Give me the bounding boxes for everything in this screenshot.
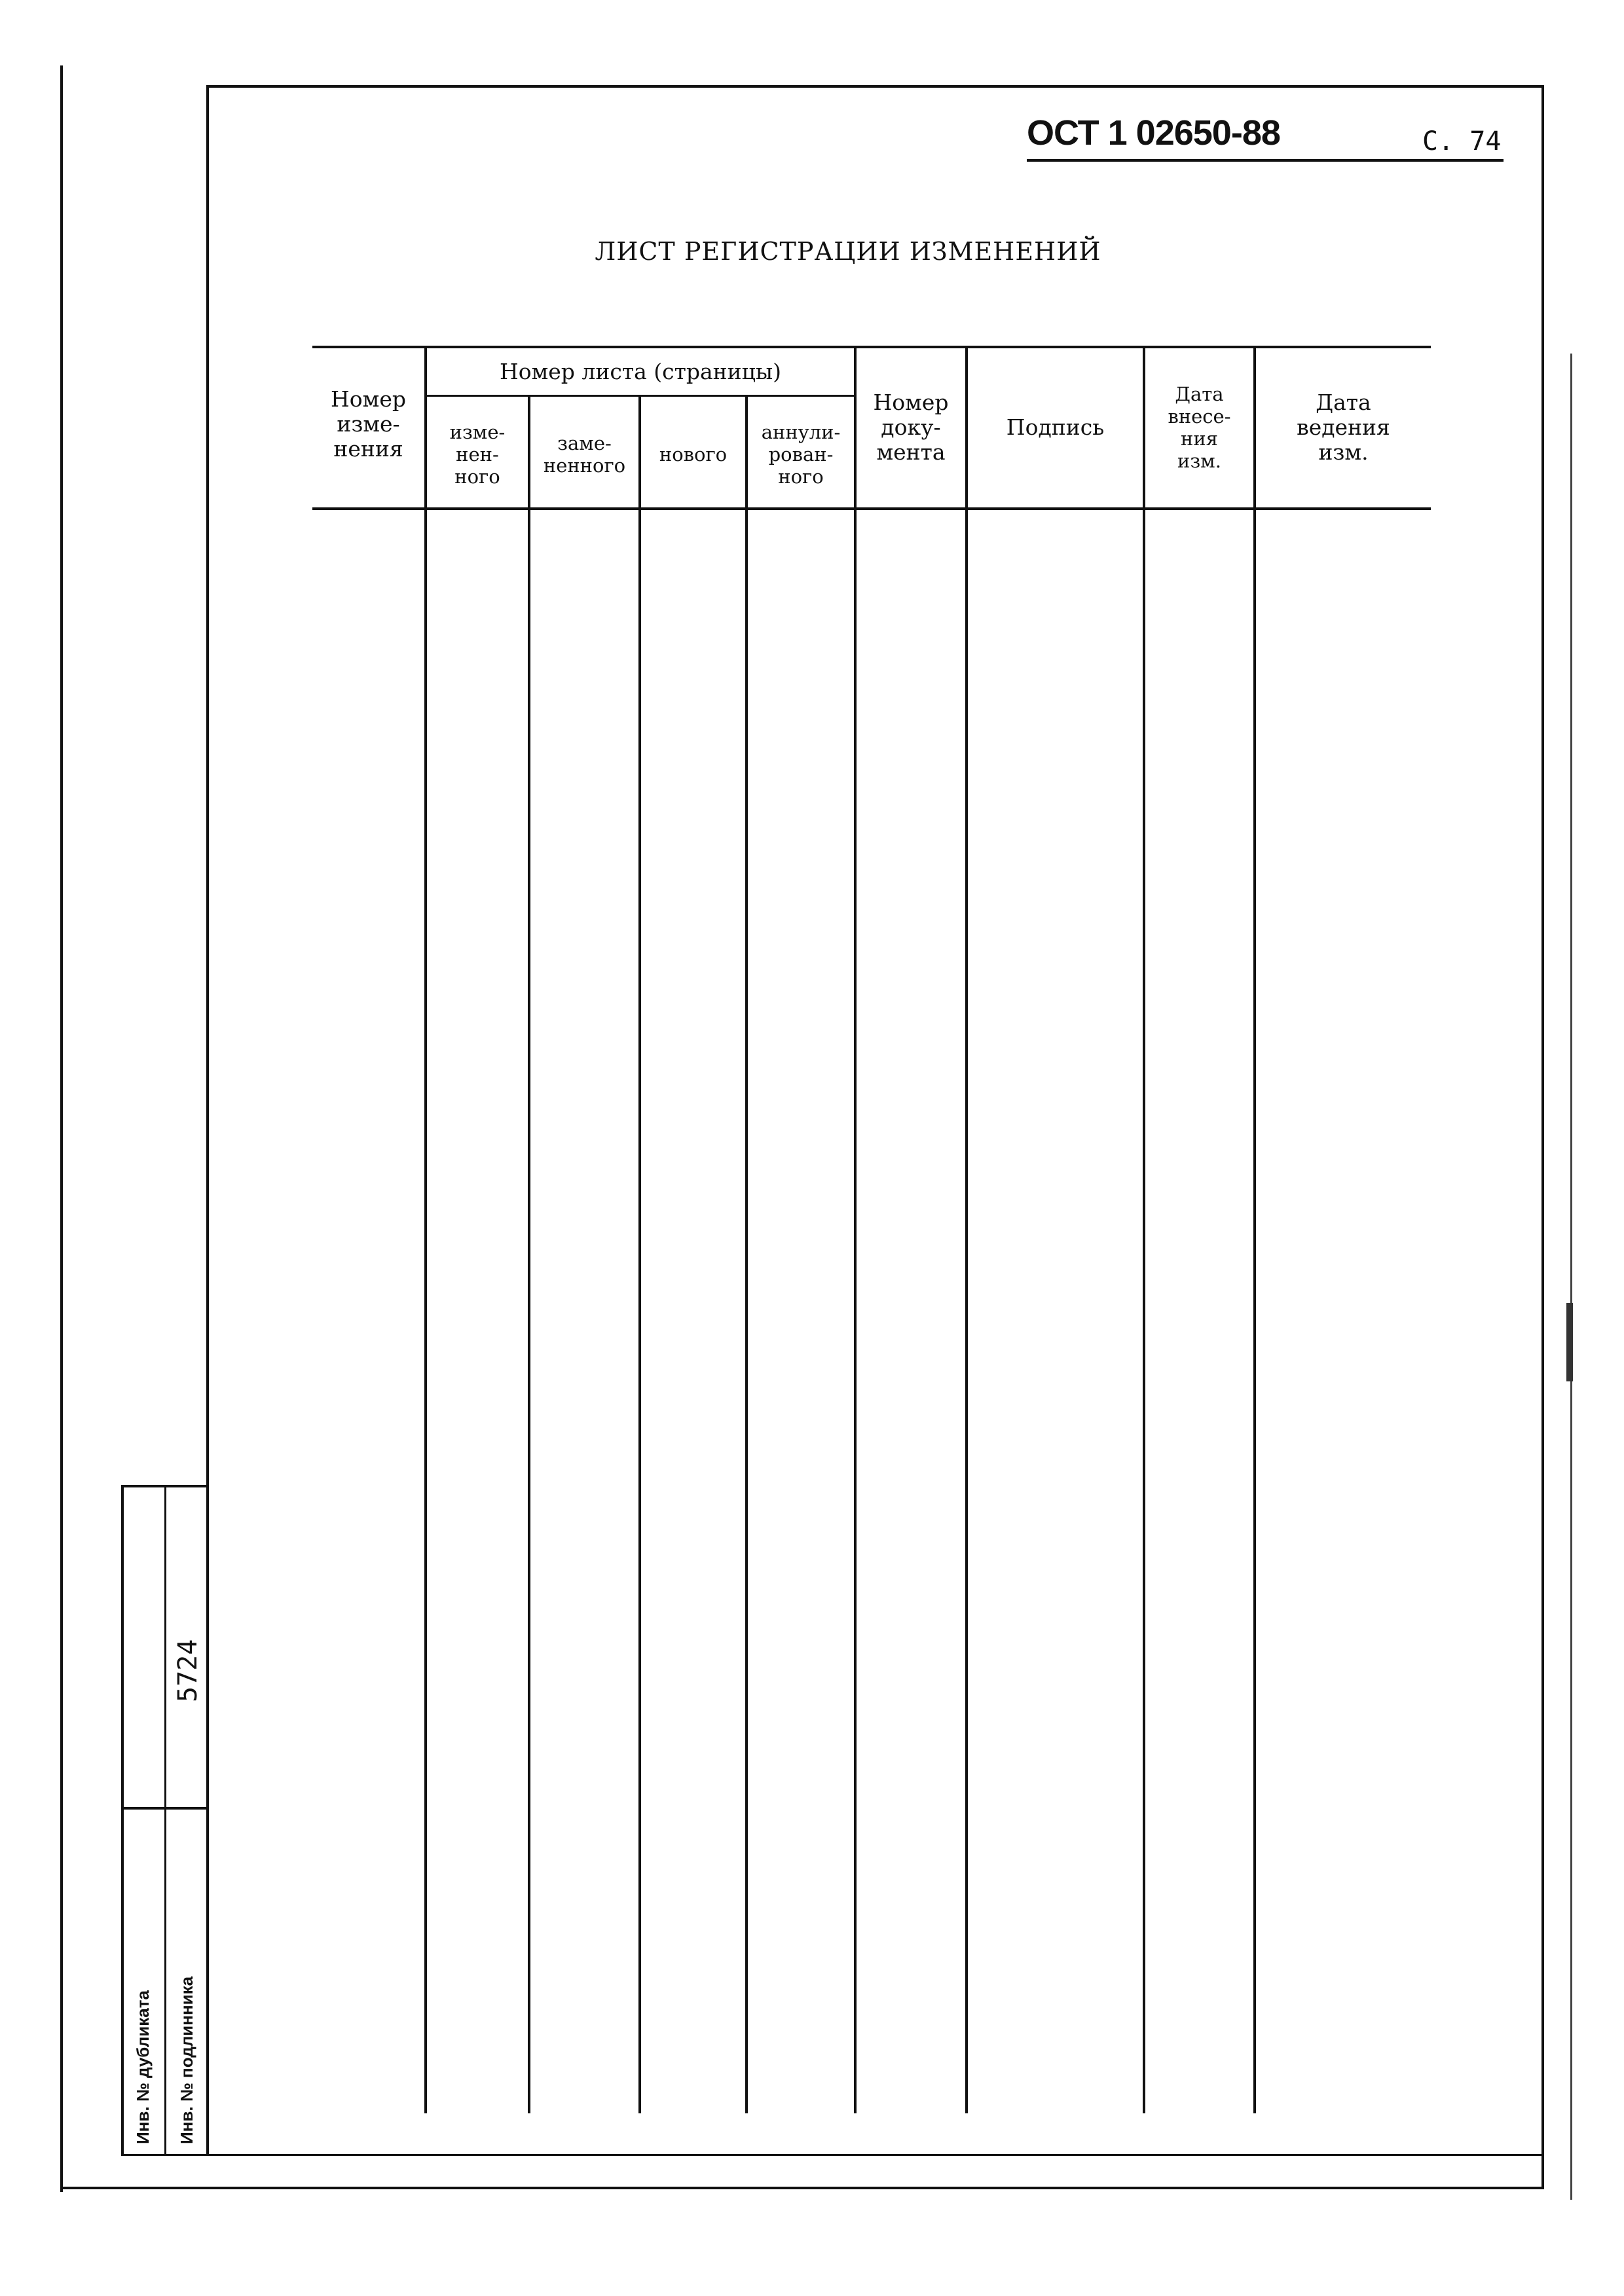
standard-code: ОСТ 1 02650-88 [1027, 113, 1280, 153]
inner-bottom [121, 2154, 1543, 2156]
stamp-middle [121, 1807, 208, 1810]
col-divider-1 [424, 346, 427, 2113]
frame-top [206, 85, 1544, 88]
col-divider-8 [1253, 346, 1256, 2113]
stamp-divider [164, 1485, 166, 2155]
group-header-sheet-number: Номер листа (страницы) [499, 358, 782, 384]
col-header-cancelled: аннули- рован- ного [761, 420, 841, 488]
col-header-new: нового [659, 443, 728, 465]
scan-artifact-right [1570, 354, 1572, 2200]
col-divider-5 [854, 346, 857, 2113]
frame-left [206, 85, 209, 2155]
col-divider-6 [965, 346, 968, 2113]
page-title: ЛИСТ РЕГИСТРАЦИИ ИЗМЕНЕНИЙ [595, 237, 1101, 266]
col-header-signature: Подпись [1006, 414, 1105, 440]
original-inventory-number: 5724 [173, 1639, 203, 1702]
col-divider-3 [638, 395, 641, 2113]
margin-line [60, 65, 63, 2192]
col-header-changed: изме- нен- ного [449, 420, 506, 488]
stamp-top [121, 1485, 208, 1487]
col-header-effective-date: Дата ведения изм. [1297, 389, 1390, 465]
frame-bottom [60, 2187, 1544, 2189]
col-header-replaced: заме- ненного [543, 431, 626, 477]
stamp-outer-left [121, 1485, 124, 2155]
frame-right [1541, 85, 1544, 2189]
col-divider-2 [528, 395, 530, 2113]
col-header-entry-date: Дата внесе- ния изм. [1168, 383, 1231, 472]
col-header-change-number: Номер изме- нения [331, 386, 406, 462]
col-header-document-number: Номер доку- мента [873, 389, 949, 465]
col-divider-4 [745, 395, 748, 2113]
standard-code-underline [1027, 159, 1504, 162]
header-bottom-rule [312, 507, 1431, 510]
page-number: С. 74 [1422, 126, 1502, 156]
original-inventory-label: Инв. № подлинника [177, 1976, 196, 2144]
scan-artifact-mark [1566, 1303, 1573, 1381]
duplicate-inventory-label: Инв. № дубликата [133, 1990, 153, 2144]
col-divider-7 [1143, 346, 1145, 2113]
